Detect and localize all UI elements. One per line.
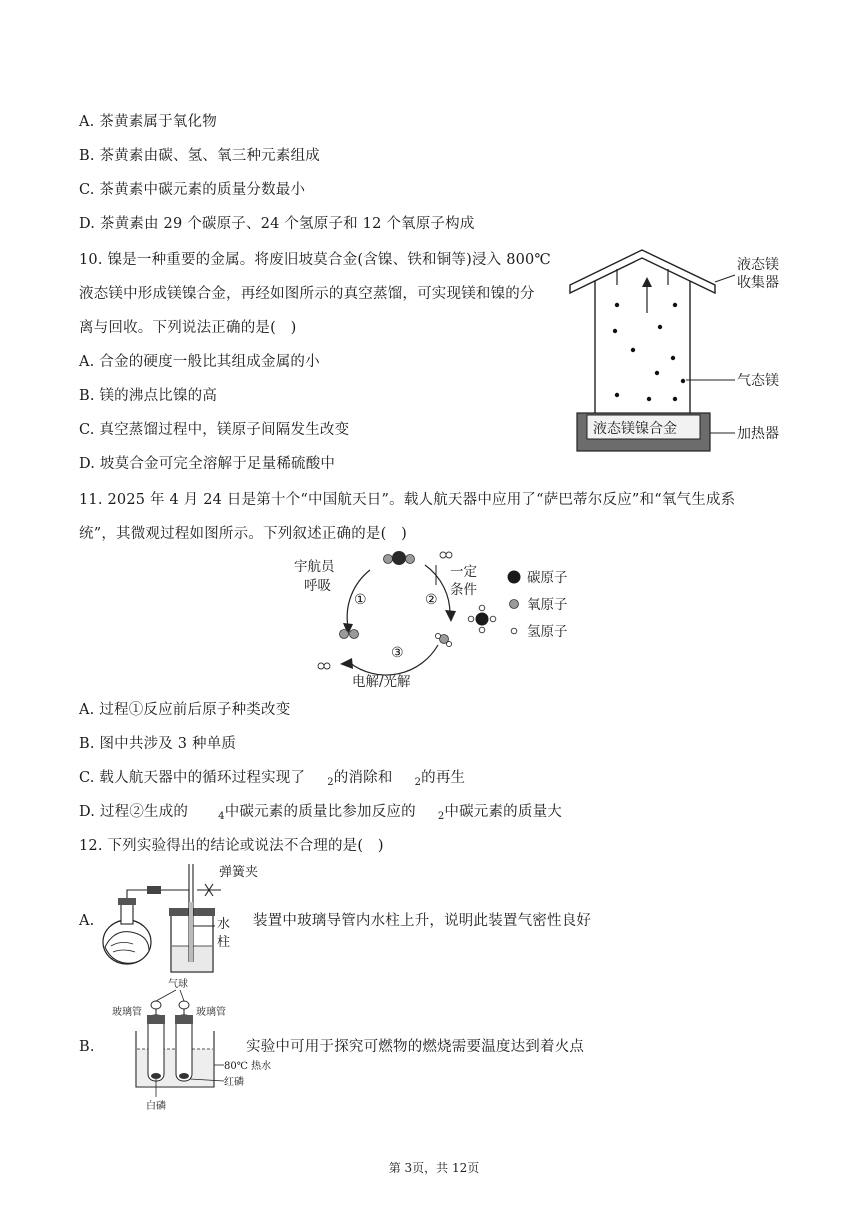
q10-option-a: A. 合金的硬度一般比其组成金属的小 — [79, 354, 320, 370]
q12-b-text: 实验中可用于探究可燃物的燃烧需要温度达到着火点 — [246, 1039, 585, 1055]
combustion-figure — [110, 975, 272, 1115]
white-phosphorus-label: 白磷 — [146, 1101, 166, 1112]
q11-stem-line-1: 11. 2025 年 4 月 24 日是第十个“中国航天日”。载人航天器中应用了“萨巴蒂尔反应”和“氧气生成系 — [79, 492, 736, 508]
water-label: 水 — [217, 917, 231, 932]
legend-carbon: 碳原子 — [527, 570, 568, 586]
tube-right-label: 玻璃管 — [196, 1007, 226, 1018]
step-2-label: ② — [425, 592, 438, 608]
q12-stem: 12. 下列实验得出的结论或说法不合理的是( ) — [79, 838, 384, 854]
clip-label: 弹簧夹 — [219, 865, 259, 880]
legend-oxygen: 氧原子 — [527, 597, 568, 613]
q10-stem-line-3: 离与回收。下列说法正确的是( ) — [79, 320, 297, 336]
legend-oxygen-swatch — [510, 600, 519, 609]
collector-label-1: 液态镁 — [737, 257, 779, 273]
q10-option-c: C. 真空蒸馏过程中，镁原子间隔发生改变 — [79, 422, 350, 438]
q12-a-text: 装置中玻璃导管内水柱上升，说明此装置气密性良好 — [253, 913, 592, 929]
q11-option-d: D. 过程②生成的 $_4$中碳元素的质量比参加反应的 $_2$中碳元素的质量大 — [79, 804, 562, 822]
gas-label: 气态镁 — [737, 373, 779, 389]
airtightness-figure — [97, 862, 259, 980]
legend-hydrogen: 氢原子 — [527, 624, 568, 640]
red-phosphorus-label: 红磷 — [224, 1077, 244, 1088]
legend-hydrogen-swatch — [511, 628, 517, 634]
legend-carbon-swatch — [508, 571, 521, 584]
q9-option-d: D. 茶黄素由 29 个碳原子、24 个氢原子和 12 个氧原子构成 — [79, 216, 475, 232]
astronaut-label-2: 呼吸 — [304, 578, 331, 594]
q11-stem-line-2: 统”，其微观过程如图所示。下列叙述正确的是( ) — [79, 526, 408, 542]
balloon-label: 气球 — [168, 979, 188, 990]
gas-particles — [613, 303, 685, 401]
condition-label-2: 条件 — [450, 582, 477, 598]
q10-stem-line-1: 10. 镍是一种重要的金属。将废旧坡莫合金(含镍、铁和铜等)浸入 800℃ — [79, 252, 551, 268]
q11-option-c: C. 载人航天器中的循环过程实现了 $_2$的消除和 $_2$的再生 — [79, 770, 466, 788]
electrolysis-label: 电解/光解 — [352, 674, 411, 690]
astronaut-label-1: 宇航员 — [294, 559, 335, 575]
q9-option-a: A. 茶黄素属于氧化物 — [79, 114, 217, 130]
cycle-figure — [290, 545, 590, 693]
q11-option-a: A. 过程①反应前后原子种类改变 — [79, 702, 291, 718]
alloy-label: 液态镁镍合金 — [593, 421, 677, 437]
q12-a-label: A. — [79, 913, 95, 929]
collector-label-2: 收集器 — [737, 275, 779, 291]
q11-option-b: B. 图中共涉及 3 种单质 — [79, 736, 237, 752]
heater-label: 加热器 — [737, 426, 779, 442]
hot-water-label: 80℃ 热水 — [224, 1061, 272, 1072]
step-3-label: ③ — [391, 645, 404, 661]
q9-option-b: B. 茶黄素由碳、氢、氧三种元素组成 — [79, 148, 320, 164]
page-footer: 第 3页，共 12页 — [388, 1161, 480, 1175]
step-1-label: ① — [354, 592, 367, 608]
condition-label-1: 一定 — [450, 564, 477, 580]
q10-option-d: D. 坡莫合金可完全溶解于足量稀硫酸中 — [79, 456, 336, 472]
tube-left-label: 玻璃管 — [112, 1007, 142, 1018]
column-label: 柱 — [217, 935, 231, 950]
q10-stem-line-2: 液态镁中形成镁镍合金，再经如图所示的真空蒸馏，可实现镁和镍的分 — [79, 286, 535, 302]
q12-b-label: B. — [79, 1039, 95, 1055]
q10-option-b: B. 镁的沸点比镍的高 — [79, 388, 218, 404]
q9-option-c: C. 茶黄素中碳元素的质量分数最小 — [79, 182, 306, 198]
vacuum-distillation-figure — [565, 245, 795, 455]
